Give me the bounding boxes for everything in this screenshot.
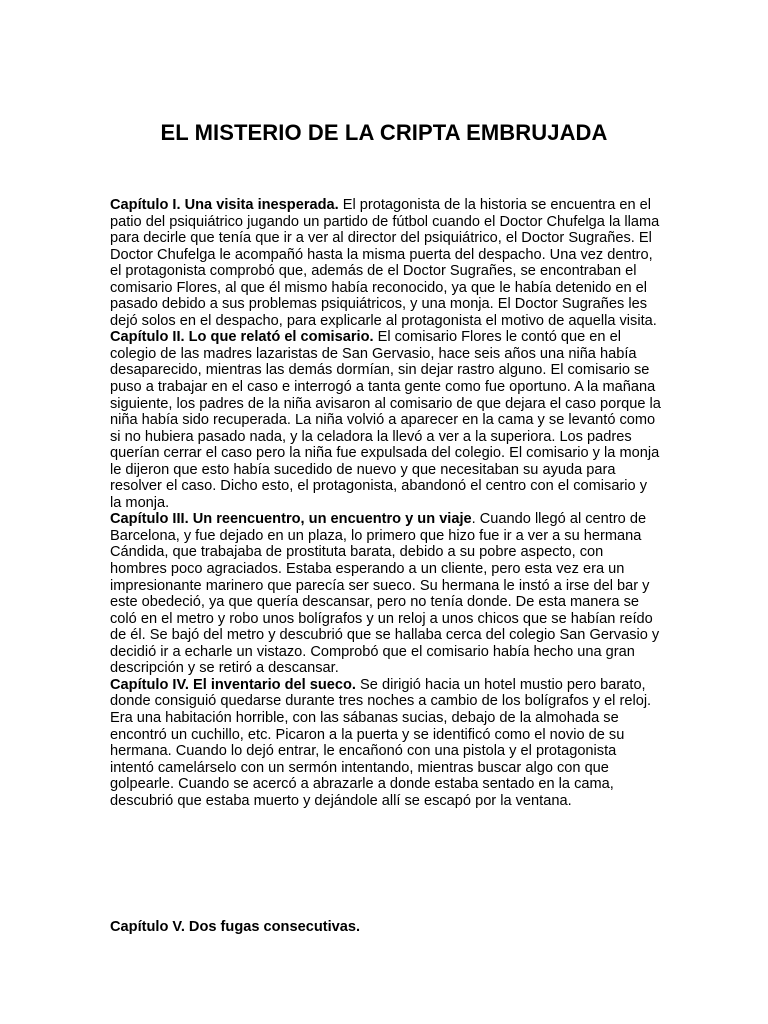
chapter-1-paragraph xyxy=(110,197,662,329)
chapter-3-heading: Capítulo III. Un reencuentro, un encuentro y un viaje xyxy=(110,511,472,528)
document-body xyxy=(110,197,662,809)
chapter-2-paragraph xyxy=(110,329,662,511)
chapter-1-text: El protagonista de la historia se encuentra en el patio del psiquiátrico jugando un partido de fútbol cuando el Doctor Chufelga la llama para decirle que tenía que ir a ver al director del psiquiátrico, el Doctor Sugrañes. El Doctor Chufelga le acompañó hasta la misma puerta del despacho. Una vez dentro, el protagonista comprobó que, además de el Doctor Sugrañes, se encontraban el comisario Flores, al que él mismo había reconocido, ya que le había detenido en el pasado debido a sus problemas psiquiátricos, y una monja. El Doctor Sugrañes les dejó solos en el despacho, para explicarle al protagonista el motivo de aquella visita. xyxy=(110,197,660,329)
chapter-5-heading: Capítulo V. Dos fugas consecutivas. xyxy=(110,919,361,935)
chapter-3-paragraph xyxy=(110,511,662,676)
chapter-4-heading: Capítulo IV. El inventario del sueco. xyxy=(110,676,356,693)
chapter-3-text: . Cuando llegó al centro de Barcelona, y fue dejado en un plaza, lo primero que hizo fue ir a ver a su hermana Cándida, que trabajaba de prostituta barata, debido a su pobre aspecto, con hombres poco agraciados. Estaba esperando a un cliente, pero esta vez era un impresionante marinero que parecía ser sueco. Su hermana le instó a irse del bar y este obedeció, ya que quería descansar, pero no tenía donde. De esta manera se coló en el metro y robo unos bolígrafos y un reloj a unos chicos que se habían reído de él. Se bajó del metro y descubrió que se hallaba cerca del colegio San Gervasio y decidió ir a echarle un vistazo. Comprobó que el comisario había hecho una gran descripción y se retiró a descansar. xyxy=(110,511,660,677)
chapter-2-text: El comisario Flores le contó que en el colegio de las madres lazaristas de San Gervasio, hace seis años una niña había desaparecido, mientras las demás dormían, sin dejar rastro alguno. El comisario se puso a trabajar en el caso e interrogó a tanta gente como fue oportuno. A la mañana siguiente, los padres de la niña avisaron al comisario de que dejara el caso porque la niña había sido recuperada. La niña volvió a aparecer en la cama y se levantó como si no hubiera pasado nada, y la celadora la llevó a ver a la superiora. Los padres querían cerrar el caso pero la niña fue expulsada del colegio. El comisario y la monja le dijeron que esto había sucedido de nuevo y que necesitaban su ayuda para resolver el caso. Dicho esto, el protagonista, abandonó el centro con el comisario y la monja. xyxy=(110,329,661,511)
chapter-4-text: Se dirigió hacia un hotel mustio pero barato, donde consiguió quedarse durante tres noches a cambio de los bolígrafos y el reloj. Era una habitación horrible, con las sábanas sucias, debajo de la almohada se encontró un cuchillo, etc. Picaron a la puerta y se identificó como el novio de su hermana. Cuando lo dejó entrar, le encañonó con una pistola y el protagonista intentó camelárselo con un sermón intentando, mientras buscar algo con que golpearle. Cuando se acercó a abrazarle a donde estaba sentado en la cama, descubrió que estaba muerto y dejándole allí se escapó por la ventana. xyxy=(110,676,652,809)
document-title: EL MISTERIO DE LA CRIPTA EMBRUJADA xyxy=(160,120,608,145)
chapter-1-heading: Capítulo I. Una visita inesperada. xyxy=(110,197,339,213)
chapter-2-heading: Capítulo II. Lo que relató el comisario. xyxy=(110,329,374,346)
chapter-4-paragraph xyxy=(110,677,662,809)
